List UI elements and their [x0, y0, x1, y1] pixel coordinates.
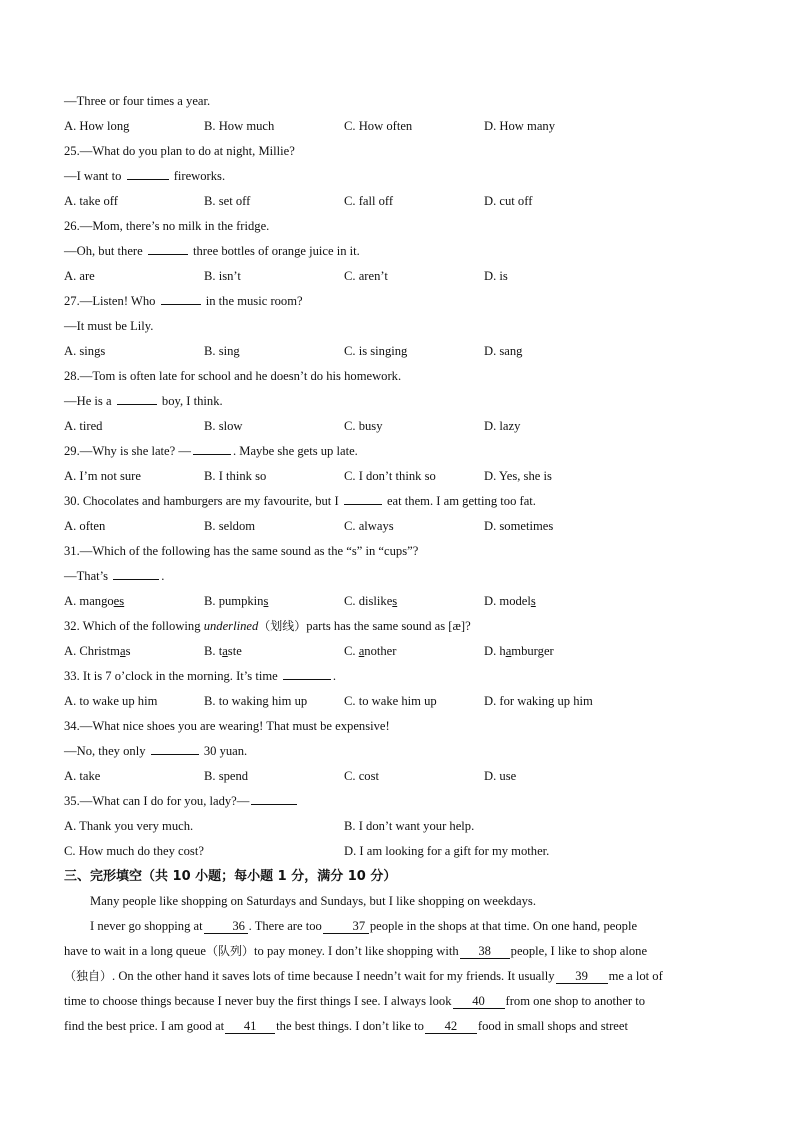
q25-options: [64, 189, 744, 214]
q27-stem: [64, 289, 744, 314]
q31-stem: 31.—Which of the following has the same sound as the “s” in “cups”?: [64, 544, 419, 558]
q29-option-d[interactable]: D. Yes, she is: [484, 469, 552, 483]
cloze-text: from one shop to another to: [505, 994, 646, 1008]
q28-line2-post: boy, I think.: [161, 394, 223, 408]
q31-option-a-prefix: A. mango: [64, 594, 114, 608]
cloze-text-cn: （独自）: [64, 969, 113, 983]
q33-option-d[interactable]: D. for waking up him: [484, 694, 593, 708]
q30-option-c[interactable]: C. always: [344, 519, 394, 533]
q32-stem-post: parts has the same sound as [æ]?: [306, 619, 471, 633]
q33-option-c[interactable]: C. to wake him up: [344, 694, 437, 708]
q31-option-b[interactable]: [204, 589, 344, 614]
q33-stem-pre: 33. It is 7 o’clock in the morning. It’s time: [64, 669, 278, 683]
q25-answer-blank[interactable]: [127, 166, 169, 180]
cloze-line-5: [64, 1014, 744, 1039]
cloze-blank-37[interactable]: 37: [323, 919, 369, 934]
q32-option-c[interactable]: [344, 639, 484, 664]
q31-answer-blank[interactable]: [113, 566, 159, 580]
q32-option-a[interactable]: [64, 639, 204, 664]
cloze-line-3: [64, 964, 744, 989]
cloze-text: I never go shopping at: [90, 919, 203, 933]
q35-stem: [64, 789, 744, 814]
q32-option-a-prefix: A. Christm: [64, 644, 120, 658]
q31-option-d-underlined: s: [530, 594, 536, 608]
q31-option-b-underlined: s: [263, 594, 269, 608]
cloze-intro: Many people like shopping on Saturdays and Sundays, but I like shopping on weekdays.: [90, 894, 536, 908]
cloze-line-1: [64, 914, 744, 939]
cloze-blank-38[interactable]: 38: [460, 944, 510, 959]
q31-option-a-underlined: es: [113, 594, 125, 608]
q31-option-a[interactable]: [64, 589, 204, 614]
q25-line2-pre: —I want to: [64, 169, 122, 183]
q28-option-d[interactable]: D. lazy: [484, 419, 521, 433]
q31-option-c[interactable]: [344, 589, 484, 614]
cloze-text: to pay money. I don’t like shopping with: [254, 944, 459, 958]
q29-stem-post: . Maybe she gets up late.: [232, 444, 358, 458]
q24-answer-line: —Three or four times a year.: [64, 94, 211, 108]
q26-line2: [64, 239, 744, 264]
q34-option-a[interactable]: A. take: [64, 769, 101, 783]
q29-option-a[interactable]: A. I’m not sure: [64, 469, 141, 483]
q34-stem: 34.—What nice shoes you are wearing! That must be expensive!: [64, 719, 390, 733]
q26-option-c[interactable]: C. aren’t: [344, 269, 388, 283]
q35-answer-blank[interactable]: [251, 791, 297, 805]
q30-stem: [64, 489, 744, 514]
q26-option-a[interactable]: A. are: [64, 269, 95, 283]
q34-line2-pre: —No, they only: [64, 744, 146, 758]
q25-option-c[interactable]: C. fall off: [344, 194, 394, 208]
q32-option-b-underlined: a: [222, 644, 228, 658]
q33-option-b[interactable]: B. to waking him up: [204, 694, 308, 708]
cloze-text: people, I like to shop alone: [510, 944, 648, 958]
q35-options-row2: [64, 839, 744, 864]
q29-option-b[interactable]: B. I think so: [204, 469, 267, 483]
q27-option-d[interactable]: D. sang: [484, 344, 523, 358]
q33-answer-blank[interactable]: [283, 666, 331, 680]
cloze-text: food in small shops and street: [477, 1019, 628, 1033]
q25-option-b[interactable]: B. set off: [204, 194, 251, 208]
q27-options: [64, 339, 744, 364]
q26-option-d[interactable]: D. is: [484, 269, 508, 283]
q24-option-b[interactable]: B. How much: [204, 119, 275, 133]
document-page: [64, 89, 744, 1039]
q32-option-c-suffix: nother: [364, 644, 397, 658]
q26-answer-blank[interactable]: [148, 241, 188, 255]
q32-option-b-suffix: ste: [227, 644, 242, 658]
q32-option-a-suffix: s: [125, 644, 131, 658]
cloze-text: time to choose things because I never buy the first things I see. I always look: [64, 994, 452, 1008]
q30-answer-blank[interactable]: [344, 491, 382, 505]
q33-stem-post: .: [332, 669, 337, 683]
q31-option-c-underlined: s: [392, 594, 398, 608]
q35-option-b[interactable]: B. I don’t want your help.: [344, 819, 475, 833]
cloze-text: . There are too: [248, 919, 322, 933]
q31-line2-pre: —That’s: [64, 569, 109, 583]
q32-option-d-underlined: a: [505, 644, 512, 658]
q34-line2: [64, 739, 744, 764]
q28-line2-pre: —He is a: [64, 394, 112, 408]
q34-line2-post: 30 yuan.: [203, 744, 248, 758]
cloze-line-2: [64, 939, 744, 964]
q30-options: [64, 514, 744, 539]
q28-option-c[interactable]: C. busy: [344, 419, 383, 433]
q30-option-a[interactable]: A. often: [64, 519, 106, 533]
q33-stem: [64, 664, 744, 689]
q24-option-d[interactable]: D. How many: [484, 119, 556, 133]
q32-option-a-underlined: a: [119, 644, 126, 658]
q32-stem-pre: 32. Which of the following: [64, 619, 201, 633]
q32-option-d[interactable]: [484, 639, 624, 664]
q27-option-a[interactable]: A. sings: [64, 344, 106, 358]
q32-option-d-suffix: mburger: [511, 644, 554, 658]
q35-option-a[interactable]: A. Thank you very much.: [64, 819, 194, 833]
cloze-text: . On the other hand it saves lots of time because I needn’t wait for my friends. It usually: [112, 969, 555, 983]
q29-stem-pre: 29.—Why is she late? —: [64, 444, 191, 458]
q25-stem: 25.—What do you plan to do at night, Millie?: [64, 144, 295, 158]
q32-option-b[interactable]: [204, 639, 344, 664]
q31-options: [64, 589, 744, 614]
q27-answer-blank[interactable]: [161, 291, 201, 305]
q25-line2: [64, 164, 744, 189]
q34-option-d[interactable]: D. use: [484, 769, 517, 783]
q32-option-c-prefix: C.: [344, 644, 359, 658]
q30-stem-pre: 30. Chocolates and hamburgers are my favourite, but I: [64, 494, 339, 508]
q26-line2-pre: —Oh, but there: [64, 244, 143, 258]
cloze-blank-42[interactable]: 42: [425, 1019, 477, 1034]
q32-option-b-prefix: B. t: [204, 644, 223, 658]
cloze-line-4: [64, 989, 744, 1014]
q31-option-c-prefix: C. dislike: [344, 594, 393, 608]
q27-line2: —It must be Lily.: [64, 319, 154, 333]
q29-answer-blank[interactable]: [193, 441, 231, 455]
q28-line2: [64, 389, 744, 414]
q32-option-c-underlined: a: [358, 644, 365, 658]
q32-options: [64, 639, 744, 664]
q33-options: [64, 689, 744, 714]
q27-option-c[interactable]: C. is singing: [344, 344, 408, 358]
cloze-text-cn: （队列）: [206, 944, 255, 958]
section3-heading: 三、完形填空（共 10 小题；每小题 1 分，满分 10 分）: [64, 869, 397, 884]
q28-options: [64, 414, 744, 439]
q25-line2-post: fireworks.: [173, 169, 226, 183]
q30-option-b[interactable]: B. seldom: [204, 519, 256, 533]
q35-option-d[interactable]: D. I am looking for a gift for my mother.: [344, 844, 550, 858]
q31-line2-post: .: [161, 569, 165, 583]
q31-option-b-prefix: B. pumpkin: [204, 594, 264, 608]
q28-answer-blank[interactable]: [117, 391, 157, 405]
q26-option-b[interactable]: B. isn’t: [204, 269, 241, 283]
cloze-text: find the best price. I am good at: [64, 1019, 225, 1033]
q33-option-a[interactable]: A. to wake up him: [64, 694, 158, 708]
q30-option-d[interactable]: D. sometimes: [484, 519, 554, 533]
q24-options: [64, 114, 744, 139]
q29-stem: [64, 439, 744, 464]
cloze-blank-36[interactable]: 36: [204, 919, 248, 934]
cloze-text: the best things. I don’t like to: [276, 1019, 424, 1033]
q31-option-d-prefix: D. model: [484, 594, 531, 608]
q24-option-c[interactable]: C. How often: [344, 119, 413, 133]
q34-answer-blank[interactable]: [151, 741, 199, 755]
q34-options: [64, 764, 744, 789]
q29-option-c[interactable]: C. I don’t think so: [344, 469, 436, 483]
q26-line2-post: three bottles of orange juice in it.: [193, 244, 360, 258]
q35-options-row1: [64, 814, 744, 839]
q32-option-d-prefix: D. h: [484, 644, 506, 658]
q28-stem: 28.—Tom is often late for school and he doesn’t do his homework.: [64, 369, 402, 383]
q31-option-d[interactable]: [484, 589, 624, 614]
q35-stem-text: 35.—What can I do for you, lady?—: [64, 794, 250, 808]
q32-stem-cn: （划线）: [258, 619, 307, 633]
q26-options: [64, 264, 744, 289]
q27-option-b[interactable]: B. sing: [204, 344, 240, 358]
q32-stem: [64, 614, 744, 639]
q26-stem: 26.—Mom, there’s no milk in the fridge.: [64, 219, 270, 233]
q35-option-c[interactable]: C. How much do they cost?: [64, 844, 204, 858]
cloze-text: me a lot of: [608, 969, 663, 983]
q25-option-a[interactable]: A. take off: [64, 194, 118, 208]
cloze-text: have to wait in a long queue: [64, 944, 206, 958]
cloze-blank-39[interactable]: 39: [556, 969, 608, 984]
q25-option-d[interactable]: D. cut off: [484, 194, 533, 208]
q32-stem-italic: underlined: [203, 619, 259, 633]
q28-option-a[interactable]: A. tired: [64, 419, 103, 433]
q29-options: [64, 464, 744, 489]
cloze-blank-40[interactable]: 40: [453, 994, 505, 1009]
q34-option-c[interactable]: C. cost: [344, 769, 379, 783]
q31-line2: [64, 564, 744, 589]
q24-option-a[interactable]: A. How long: [64, 119, 130, 133]
cloze-blank-41[interactable]: 41: [225, 1019, 275, 1034]
q34-option-b[interactable]: B. spend: [204, 769, 249, 783]
q28-option-b[interactable]: B. slow: [204, 419, 243, 433]
q30-stem-post: eat them. I am getting too fat.: [386, 494, 536, 508]
q27-stem-pre: 27.—Listen! Who: [64, 294, 156, 308]
cloze-text: people in the shops at that time. On one hand, people: [369, 919, 638, 933]
q27-stem-post: in the music room?: [205, 294, 303, 308]
